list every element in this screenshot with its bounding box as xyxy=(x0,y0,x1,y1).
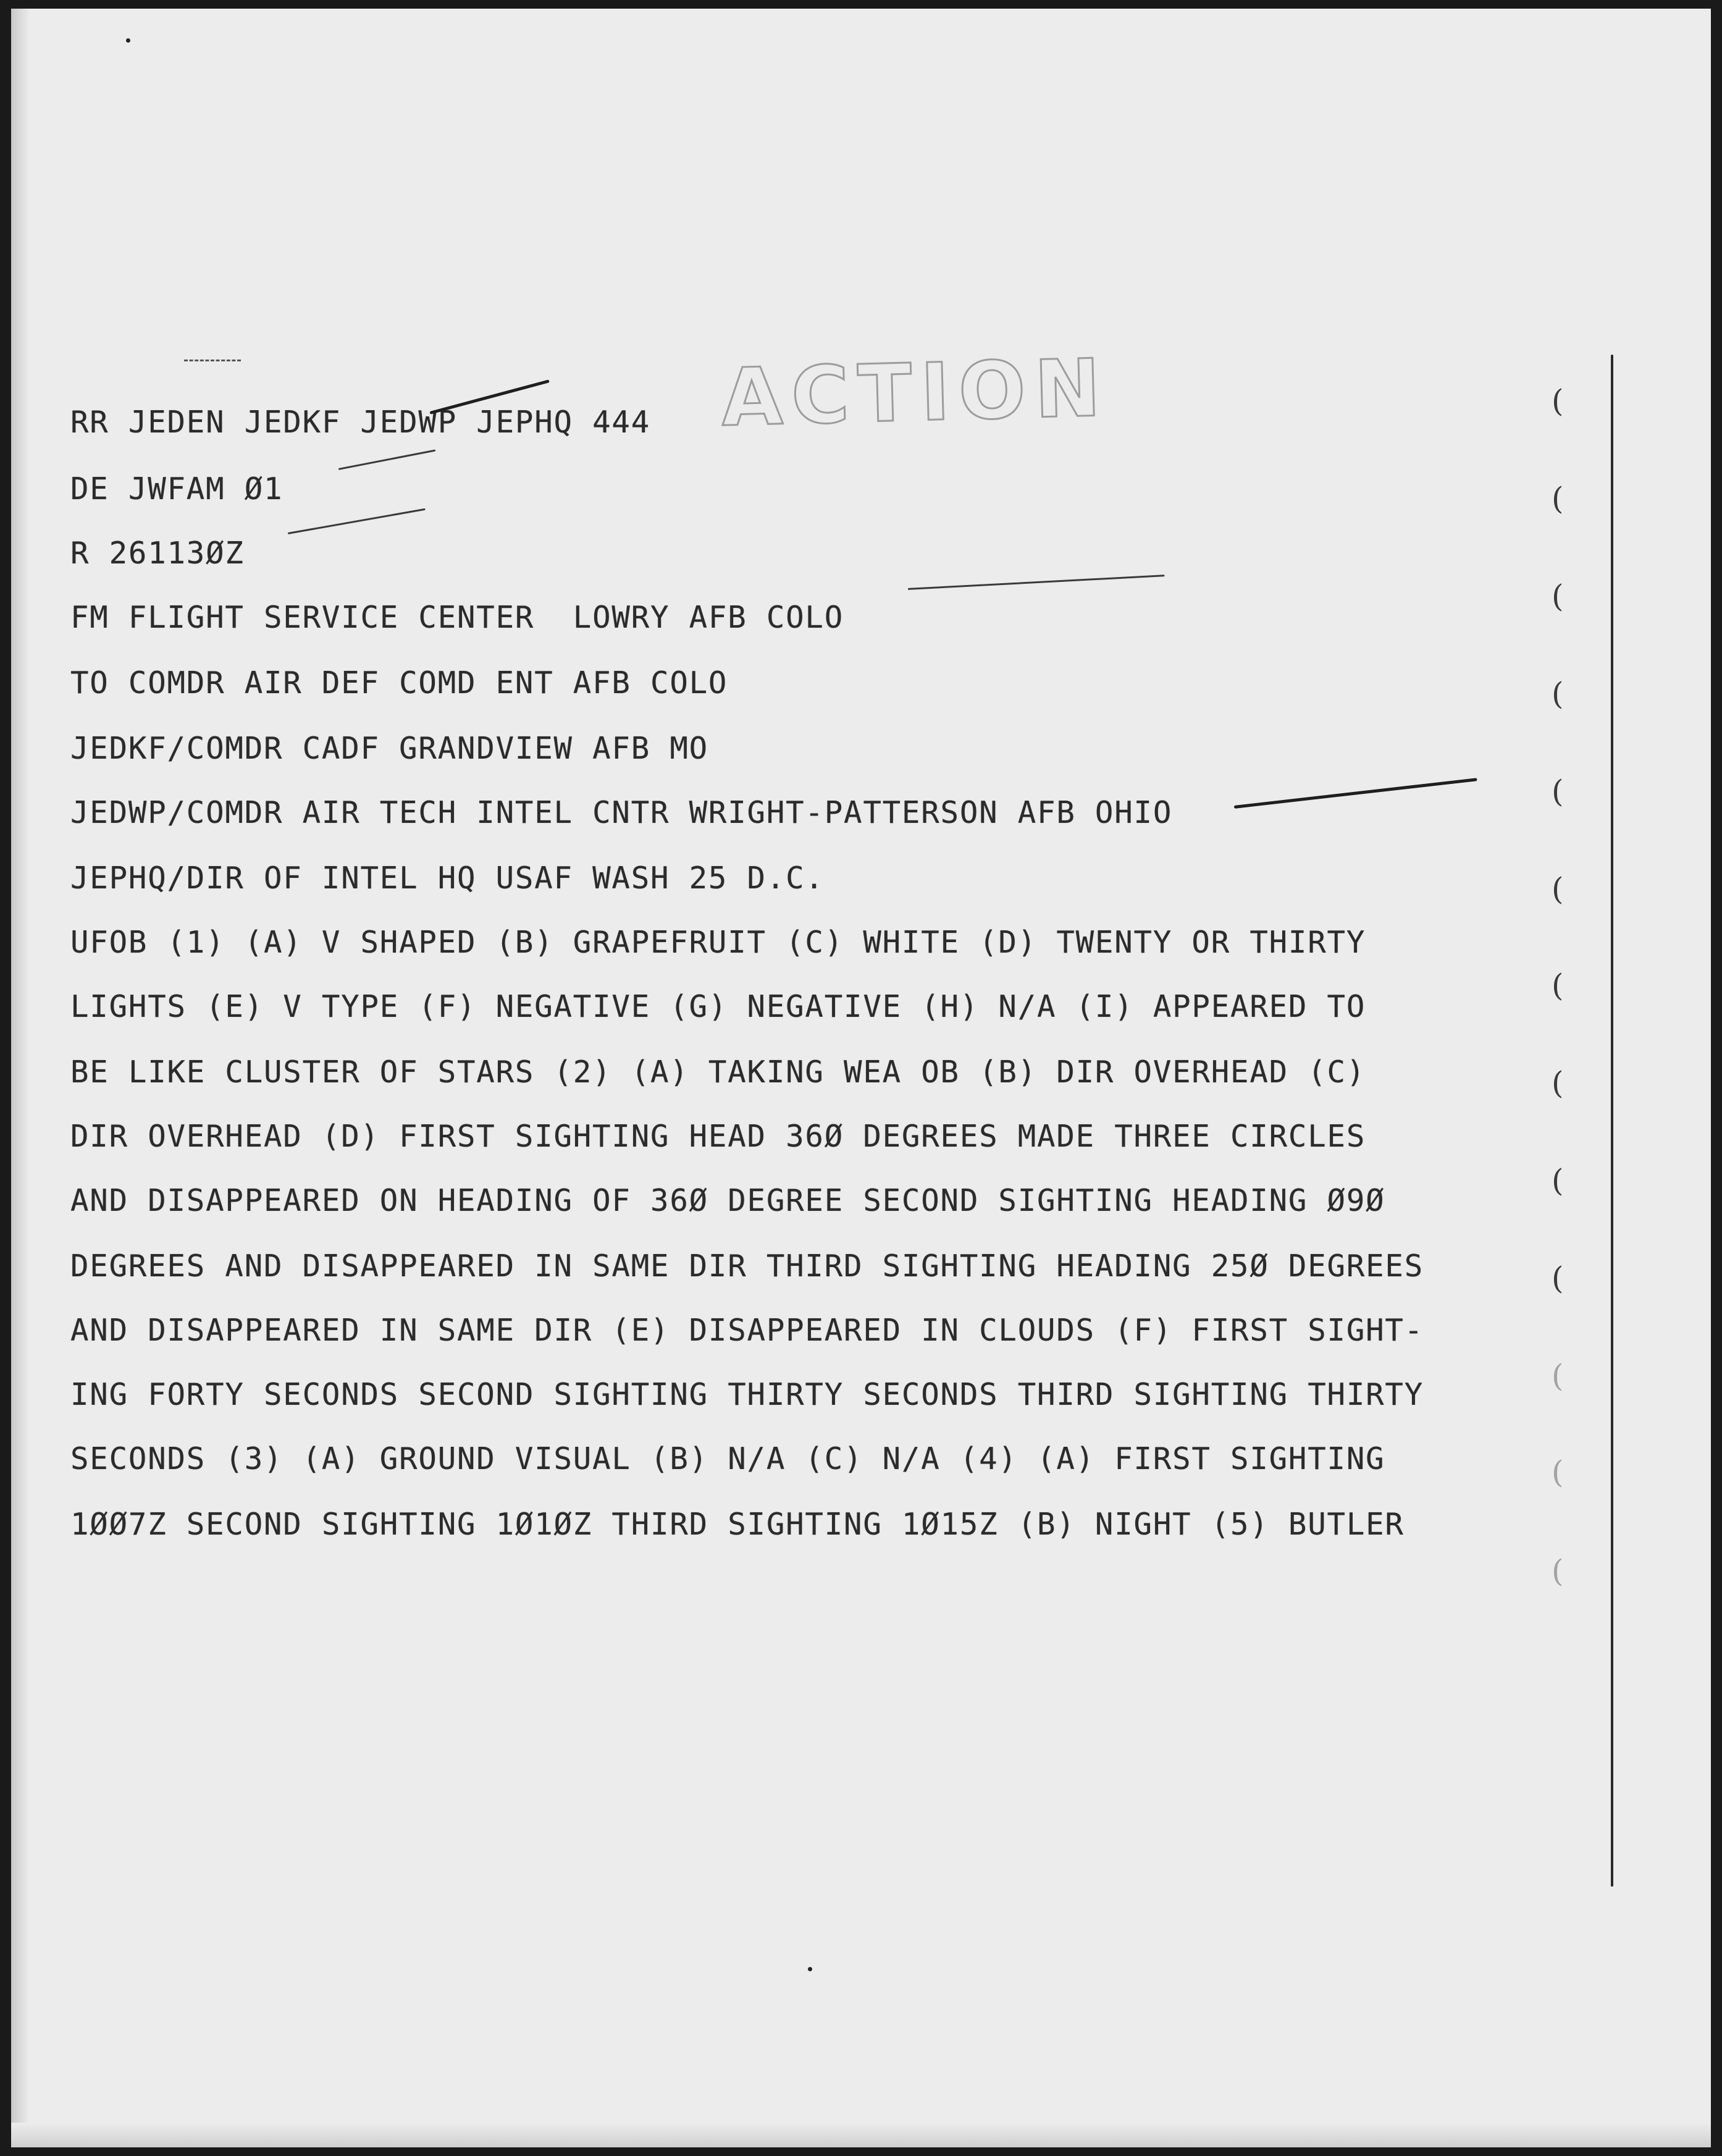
margin-mark: ( xyxy=(1552,1454,1564,1490)
margin-rule xyxy=(1611,355,1613,1887)
margin-mark: ( xyxy=(1552,871,1564,907)
info-addressee-line: JEPHQ/DIR OF INTEL HQ USAF WASH 25 D.C. xyxy=(70,861,825,896)
margin-mark: ( xyxy=(1552,383,1564,419)
scan-shadow-left xyxy=(11,9,30,2147)
date-time-group-line: R 26113ØZ xyxy=(70,536,245,571)
margin-mark: ( xyxy=(1552,481,1564,516)
body-line: SECONDS (3) (A) GROUND VISUAL (B) N/A (C) N/A (4) (A) FIRST SIGHTING xyxy=(70,1441,1385,1476)
ink-speck xyxy=(126,38,130,43)
dash-mark xyxy=(184,360,241,364)
body-line: ING FORTY SECONDS SECOND SIGHTING THIRTY SECONDS THIRD SIGHTING THIRTY xyxy=(70,1377,1424,1412)
body-line: 1ØØ7Z SECOND SIGHTING 1Ø1ØZ THIRD SIGHTING 1Ø15Z (B) NIGHT (5) BUTLER xyxy=(70,1507,1405,1542)
routing-line: RR JEDEN JEDKF JEDWP JEPHQ 444 xyxy=(70,405,651,440)
margin-mark: ( xyxy=(1552,773,1564,809)
body-line: DIR OVERHEAD (D) FIRST SIGHTING HEAD 36Ø DEGREES MADE THREE CIRCLES xyxy=(70,1119,1366,1154)
scanned-teletype-page xyxy=(11,9,1711,2147)
body-line: AND DISAPPEARED IN SAME DIR (E) DISAPPEARED IN CLOUDS (F) FIRST SIGHT- xyxy=(70,1313,1424,1348)
body-line: DEGREES AND DISAPPEARED IN SAME DIR THIRD SIGHTING HEADING 25Ø DEGREES xyxy=(70,1249,1424,1284)
margin-mark: ( xyxy=(1552,1553,1564,1589)
origin-station-line: DE JWFAM Ø1 xyxy=(70,471,284,507)
action-stamp: ACTION xyxy=(720,342,1111,445)
margin-mark: ( xyxy=(1552,1358,1564,1394)
body-line: UFOB (1) (A) V SHAPED (B) GRAPEFRUIT (C) WHITE (D) TWENTY OR THIRTY xyxy=(70,925,1366,960)
pen-stroke xyxy=(338,449,436,470)
margin-mark: ( xyxy=(1552,1065,1564,1101)
to-line: TO COMDR AIR DEF COMD ENT AFB COLO xyxy=(70,665,728,701)
info-addressee-line: JEDKF/COMDR CADF GRANDVIEW AFB MO xyxy=(70,731,708,766)
body-line: LIGHTS (E) V TYPE (F) NEGATIVE (G) NEGATIVE (H) N/A (I) APPEARED TO xyxy=(70,989,1366,1024)
pen-stroke xyxy=(1234,778,1477,809)
pen-stroke xyxy=(908,575,1165,590)
from-line: FM FLIGHT SERVICE CENTER LOWRY AFB COLO xyxy=(70,600,844,635)
ink-speck xyxy=(808,1967,812,1971)
scan-shadow-bottom xyxy=(11,2123,1711,2147)
margin-mark: ( xyxy=(1552,1163,1564,1198)
margin-mark: ( xyxy=(1552,967,1564,1003)
margin-mark: ( xyxy=(1552,676,1564,712)
info-addressee-line: JEDWP/COMDR AIR TECH INTEL CNTR WRIGHT-PATTERSON AFB OHIO xyxy=(70,795,1173,830)
body-line: AND DISAPPEARED ON HEADING OF 36Ø DEGREE SECOND SIGHTING HEADING Ø9Ø xyxy=(70,1183,1385,1218)
margin-mark: ( xyxy=(1552,578,1564,614)
pen-stroke xyxy=(288,508,426,534)
body-line: BE LIKE CLUSTER OF STARS (2) (A) TAKING WEA OB (B) DIR OVERHEAD (C) xyxy=(70,1055,1366,1090)
margin-mark: ( xyxy=(1552,1260,1564,1296)
